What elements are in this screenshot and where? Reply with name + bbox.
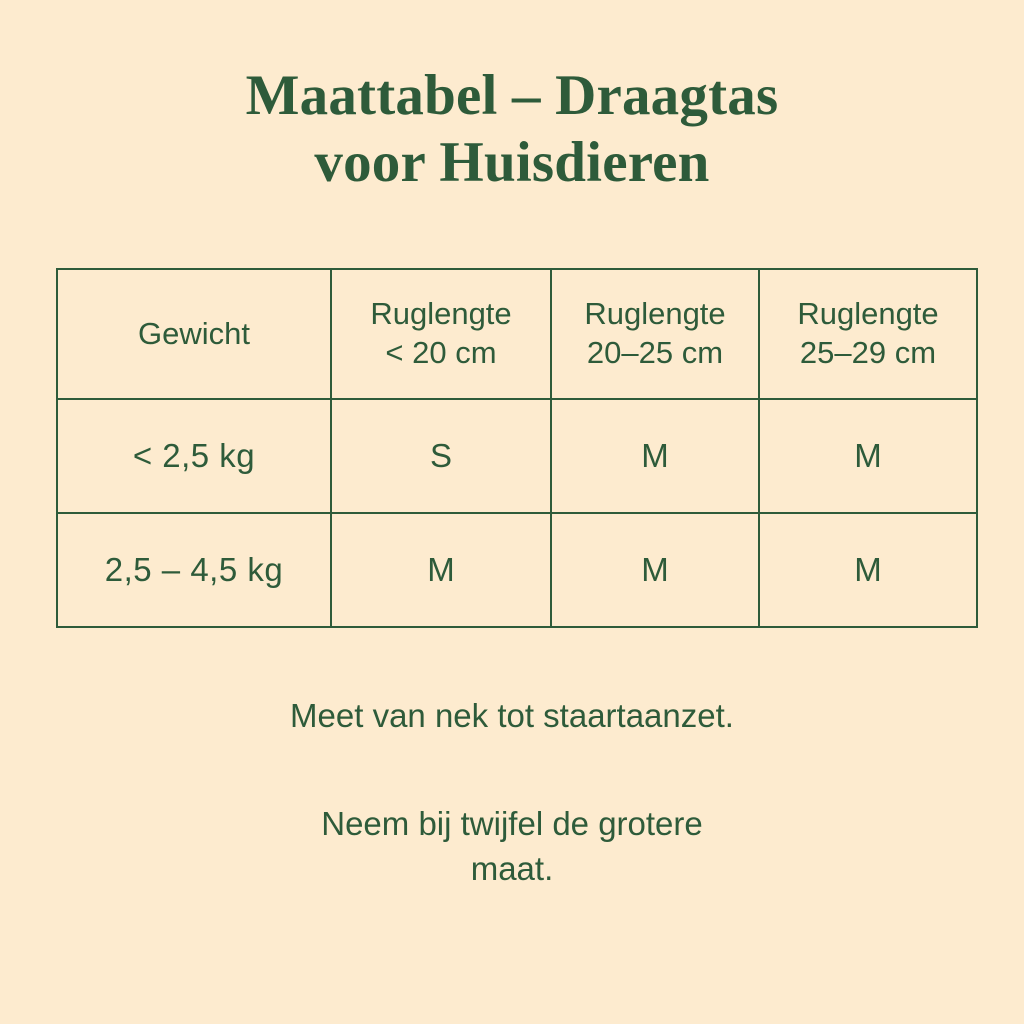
header-cell-back-length-large	[759, 269, 977, 399]
row-1-size-b: M	[551, 399, 759, 513]
row-2-size-a: M	[331, 513, 551, 627]
size-table-container	[56, 268, 968, 628]
page-title	[62, 0, 962, 197]
row-1-weight: < 2,5 kg	[57, 399, 331, 513]
sizing-advice-note	[0, 802, 1024, 891]
sizing-advice-line-2: maat.	[470, 849, 554, 887]
header-b-line-1: Ruglengte	[584, 296, 726, 332]
row-2-size-c: M	[759, 513, 977, 627]
sizing-advice-line-1: Neem bij twijfel de grotere	[321, 805, 703, 842]
measuring-note: Meet van nek tot staartaanzet.	[290, 697, 734, 734]
header-cell-back-length-small	[331, 269, 551, 399]
header-a-line-1: Ruglengte	[370, 296, 512, 332]
page-title-line-1: Maattabel – Draagtas	[245, 64, 779, 127]
header-a-line-2: < 20 cm	[385, 335, 497, 370]
size-table	[56, 268, 978, 628]
page-title-line-2: voor Huisdieren	[314, 131, 710, 195]
size-table-head	[57, 269, 977, 399]
header-c-line-1: Ruglengte	[797, 296, 939, 332]
row-2-weight: 2,5 – 4,5 kg	[57, 513, 331, 627]
row-1-size-a: S	[331, 399, 551, 513]
header-b-line-2: 20–25 cm	[586, 335, 724, 370]
size-table-body	[57, 399, 977, 627]
row-1-size-c: M	[759, 399, 977, 513]
row-2-size-b: M	[551, 513, 759, 627]
header-cell-weight	[57, 269, 331, 399]
header-weight-line-1: Gewicht	[138, 315, 250, 351]
table-row	[57, 513, 977, 627]
table-row	[57, 399, 977, 513]
header-c-line-2: 25–29 cm	[799, 335, 937, 370]
header-cell-back-length-medium	[551, 269, 759, 399]
table-header-row	[57, 269, 977, 399]
